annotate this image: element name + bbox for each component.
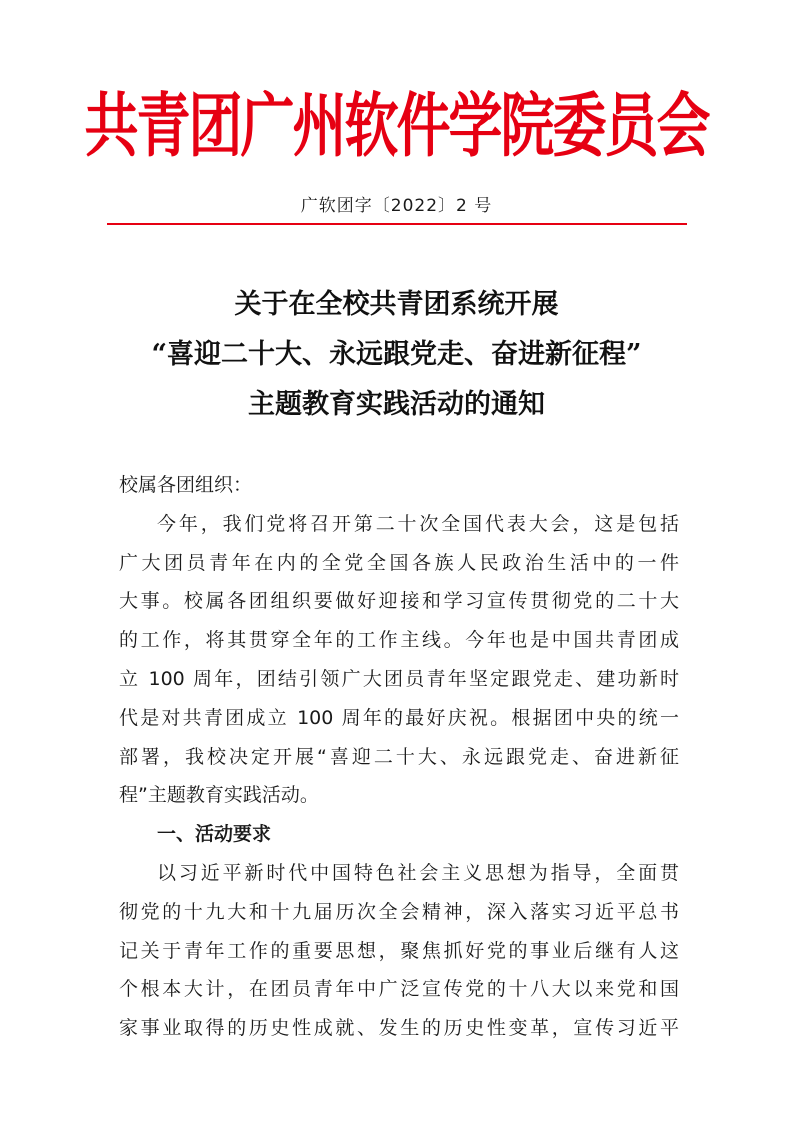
red-divider-line — [107, 223, 687, 225]
body-line: 大事。校属各团组织要做好迎接和学习宣传贯彻党的二十大 — [119, 590, 679, 613]
body-line: 程”主题教育实践活动。 — [119, 784, 319, 807]
notice-title — [0, 280, 793, 430]
body-line: 广大团员青年在内的全党全国各族人民政治生活中的一件 — [119, 551, 679, 574]
document-number: 广软团字〔2022〕2 号 — [300, 196, 493, 216]
notice-title-line-1: 关于在全校共青团系统开展 — [234, 289, 559, 320]
body-line: 记关于青年工作的重要思想，聚焦抓好党的事业后继有人这 — [119, 939, 679, 962]
body-line: 彻党的十九大和十九届历次全会精神，深入落实习近平总书 — [119, 900, 679, 923]
masthead-title: 共青团广州软件学院委员会 — [84, 85, 709, 167]
paragraph-intro — [119, 505, 679, 815]
notice-title-line-2: “喜迎二十大、永远跟党走、奋进新征程” — [151, 339, 642, 370]
body-line: 今年，我们党将召开第二十次全国代表大会，这是包括 — [157, 512, 679, 535]
section-heading-activity-requirements: 一、活动要求 — [157, 823, 272, 846]
body-line: 个根本大计，在团员青年中广泛宣传党的十八大以来党和国 — [119, 978, 679, 1001]
salutation: 校属各团组织： — [119, 474, 253, 496]
body-line: 家事业取得的历史性成就、发生的历史性变革，宣传习近平 — [119, 1017, 679, 1040]
body-line: 以习近平新时代中国特色社会主义思想为指导，全面贯 — [157, 861, 679, 884]
body-line: 代是对共青团成立 100 周年的最好庆祝。根据团中央的统一 — [119, 706, 679, 729]
paragraph-requirements — [119, 854, 679, 1048]
body-line: 立 100 周年，团结引领广大团员青年坚定跟党走、建功新时 — [119, 667, 679, 690]
body-line: 的工作，将其贯穿全年的工作主线。今年也是中国共青团成 — [119, 629, 679, 652]
notice-title-line-3: 主题教育实践活动的通知 — [248, 389, 545, 420]
document-body — [119, 466, 679, 1048]
body-line: 部署，我校决定开展“喜迎二十大、永远跟党走、奋进新征 — [119, 745, 679, 768]
